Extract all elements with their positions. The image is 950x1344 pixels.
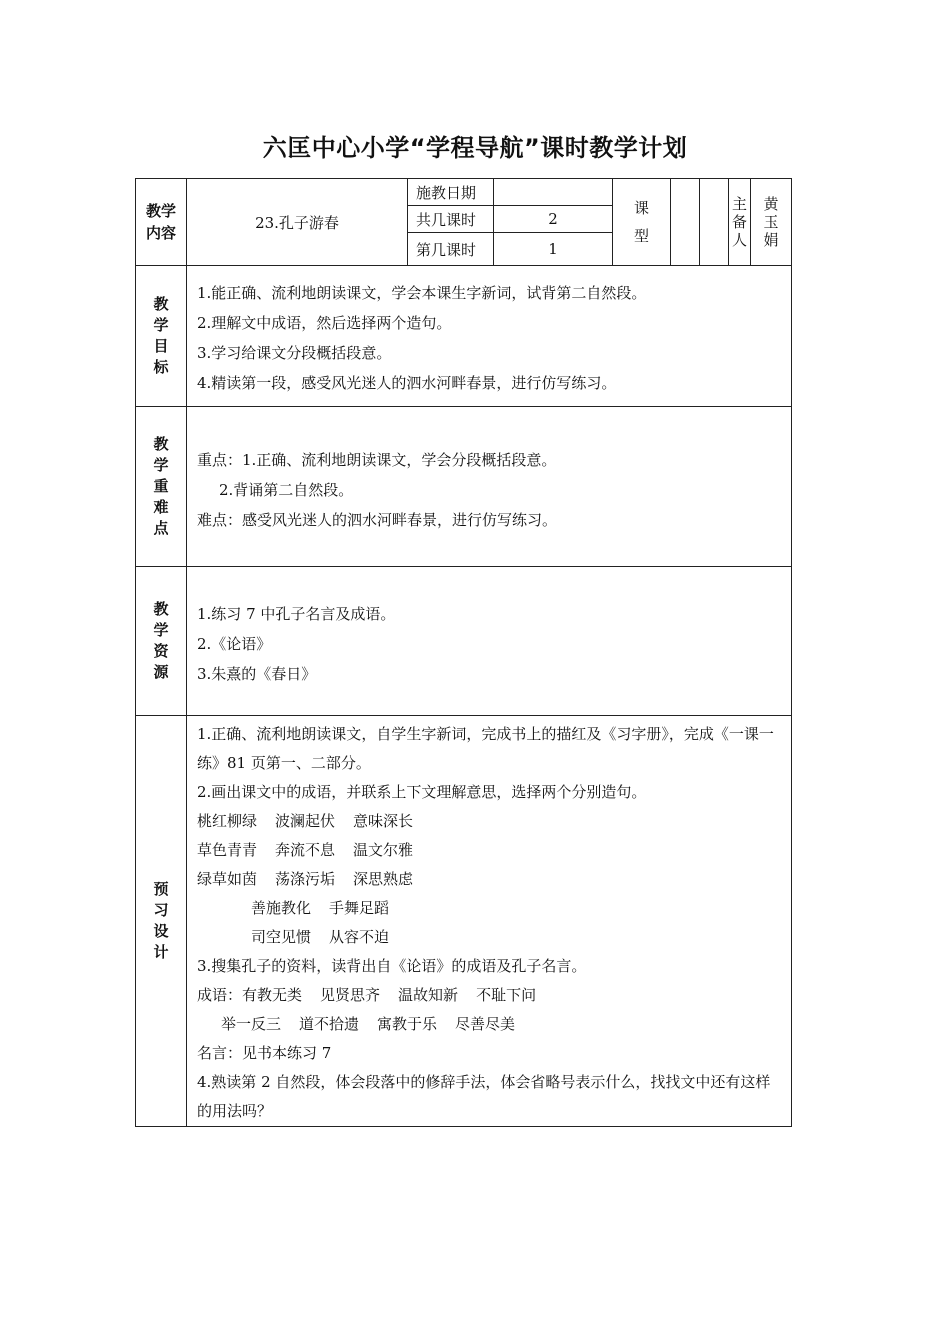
keypoints-row: [136, 407, 792, 567]
label-char: 难: [153, 498, 169, 516]
idiom-word: 温文尔雅: [353, 841, 414, 859]
idiom-list: [197, 807, 783, 952]
preview-item-4: 4.熟读第 2 自然段，体会段落中的修辞手法，体会省略号表示什么，找找文中还有这样的用法吗？: [197, 1073, 771, 1120]
preview-item-3: 3.搜集孔子的资料，读背出自《论语》的成语及孔子名言。: [197, 957, 587, 975]
idiom-row: [197, 865, 783, 894]
label-char: 计: [153, 943, 169, 961]
goal-item: 3.学习给课文分段概括段意。: [197, 344, 392, 362]
resources-content: [187, 567, 792, 716]
preview-content: [187, 716, 792, 1127]
resources-label-cell: [136, 567, 187, 716]
resource-item: 2.《论语》: [197, 635, 272, 653]
resource-item: 3.朱熹的《春日》: [197, 665, 317, 683]
content-label: 教学内容: [145, 202, 176, 242]
preparer-label-char: 主: [731, 195, 747, 213]
idiom-word: 手舞足蹈: [329, 899, 390, 917]
label-char: 源: [153, 663, 169, 681]
label-char: 预: [153, 880, 169, 898]
type-label-char-1: 课: [633, 199, 649, 217]
label-char: 学: [153, 316, 169, 334]
preview-row: [136, 716, 792, 1127]
type-value-cell-2: [700, 179, 729, 266]
chengyu-word: 尽善尽美: [455, 1015, 516, 1033]
resources-row: [136, 567, 792, 716]
preparer-label: [729, 195, 750, 249]
goal-item: 2.理解文中成语，然后选择两个造句。: [197, 314, 452, 332]
nth-label: 第几课时: [408, 233, 494, 266]
type-label-char-2: 型: [633, 227, 649, 245]
keypoints-content: [187, 407, 792, 567]
idiom-row: [197, 894, 783, 923]
keypoint-line: 2.背诵第二自然段。: [219, 481, 354, 499]
idiom-word: 草色青青: [197, 841, 258, 859]
chengyu-row-1: [197, 981, 783, 1010]
idiom-word: 波澜起伏: [275, 812, 336, 830]
total-label: 共几课时: [408, 206, 494, 233]
chengyu-row-2: [197, 1010, 783, 1039]
chengyu-word: 见贤思齐: [320, 986, 381, 1004]
chengyu-word: 寓教于乐: [377, 1015, 438, 1033]
label-char: 学: [153, 621, 169, 639]
chengyu-word: 不耻下问: [476, 986, 537, 1004]
label-char: 目: [153, 337, 169, 355]
label-char: 资: [153, 642, 169, 660]
chengyu-word: 有教无类: [242, 986, 303, 1004]
label-char: 教: [153, 435, 169, 453]
goal-item: 4.精读第一段，感受风光迷人的泗水河畔春景，进行仿写练习。: [197, 374, 617, 392]
label-char: 教: [153, 295, 169, 313]
date-value: [494, 179, 613, 206]
idiom-word: 司空见惯: [251, 928, 312, 946]
goals-content: [187, 266, 792, 407]
mingyan-line: 名言：见书本练习 7: [197, 1044, 332, 1062]
label-char: 重: [153, 477, 169, 495]
idiom-word: 荡涤污垢: [275, 870, 336, 888]
goal-item: 1.能正确、流利地朗读课文，学会本课生字新词，试背第二自然段。: [197, 284, 647, 302]
type-label-cell: [613, 179, 671, 266]
preparer-label-char: 备: [731, 213, 747, 231]
idiom-row: [197, 923, 783, 952]
difficulty-line: 难点：感受风光迷人的泗水河畔春景，进行仿写练习。: [197, 511, 558, 529]
goals-label-cell: [136, 266, 187, 407]
chengyu-list-1: [242, 986, 536, 1004]
preparer-name-char: 黄: [763, 195, 779, 213]
keypoints-label-cell: [136, 407, 187, 567]
idiom-word: 绿草如茵: [197, 870, 258, 888]
keypoints-label: [136, 434, 186, 539]
date-label: 施教日期: [408, 179, 494, 206]
idiom-word: 深思熟虑: [353, 870, 414, 888]
label-char: 设: [153, 922, 169, 940]
page-title: 六匡中心小学“学程导航”课时教学计划: [262, 134, 688, 162]
label-char: 教: [153, 600, 169, 618]
lesson-title: 23.孔子游春: [187, 179, 408, 266]
label-char: 点: [153, 519, 169, 537]
preview-label-cell: [136, 716, 187, 1127]
preview-item-2: 2.画出课文中的成语，并联系上下文理解意思，选择两个分别造句。: [197, 783, 647, 801]
chengyu-word: 温故知新: [398, 986, 459, 1004]
label-char: 习: [153, 901, 169, 919]
header-row-date: [136, 179, 792, 206]
label-char: 标: [153, 358, 169, 376]
resource-item: 1.练习 7 中孔子名言及成语。: [197, 605, 396, 623]
chengyu-word: 举一反三: [221, 1015, 282, 1033]
idiom-row: [197, 807, 783, 836]
label-char: 学: [153, 456, 169, 474]
chengyu-word: 道不拾遗: [299, 1015, 360, 1033]
resources-label: [136, 599, 186, 683]
preparer-name: [751, 195, 791, 249]
preparer-name-char: 娟: [763, 231, 779, 249]
preparer-label-char: 人: [731, 231, 747, 249]
goals-label: [136, 294, 186, 378]
goals-row: [136, 266, 792, 407]
idiom-word: 意味深长: [353, 812, 414, 830]
total-value: 2: [494, 206, 613, 233]
idiom-word: 从容不迫: [329, 928, 390, 946]
idiom-word: 桃红柳绿: [197, 812, 258, 830]
preparer-name-cell: [751, 179, 792, 266]
idiom-row: [197, 836, 783, 865]
lesson-plan-table: [135, 178, 792, 1127]
content-label-cell: [136, 179, 187, 266]
preview-label: [136, 879, 186, 963]
nth-value: 1: [494, 233, 613, 266]
chengyu-label: 成语：: [197, 986, 243, 1004]
idiom-word: 奔流不息: [275, 841, 336, 859]
preparer-name-char: 玉: [763, 213, 779, 231]
keypoint-line: 重点：1.正确、流利地朗读课文，学会分段概括段意。: [197, 451, 557, 469]
idiom-word: 善施教化: [251, 899, 312, 917]
type-value-cell: [671, 179, 700, 266]
preparer-label-cell: [729, 179, 751, 266]
preview-item-1: 1.正确、流利地朗读课文，自学生字新词，完成书上的描红及《习字册》，完成《一课一练》81 页第一、二部分。: [197, 725, 774, 772]
